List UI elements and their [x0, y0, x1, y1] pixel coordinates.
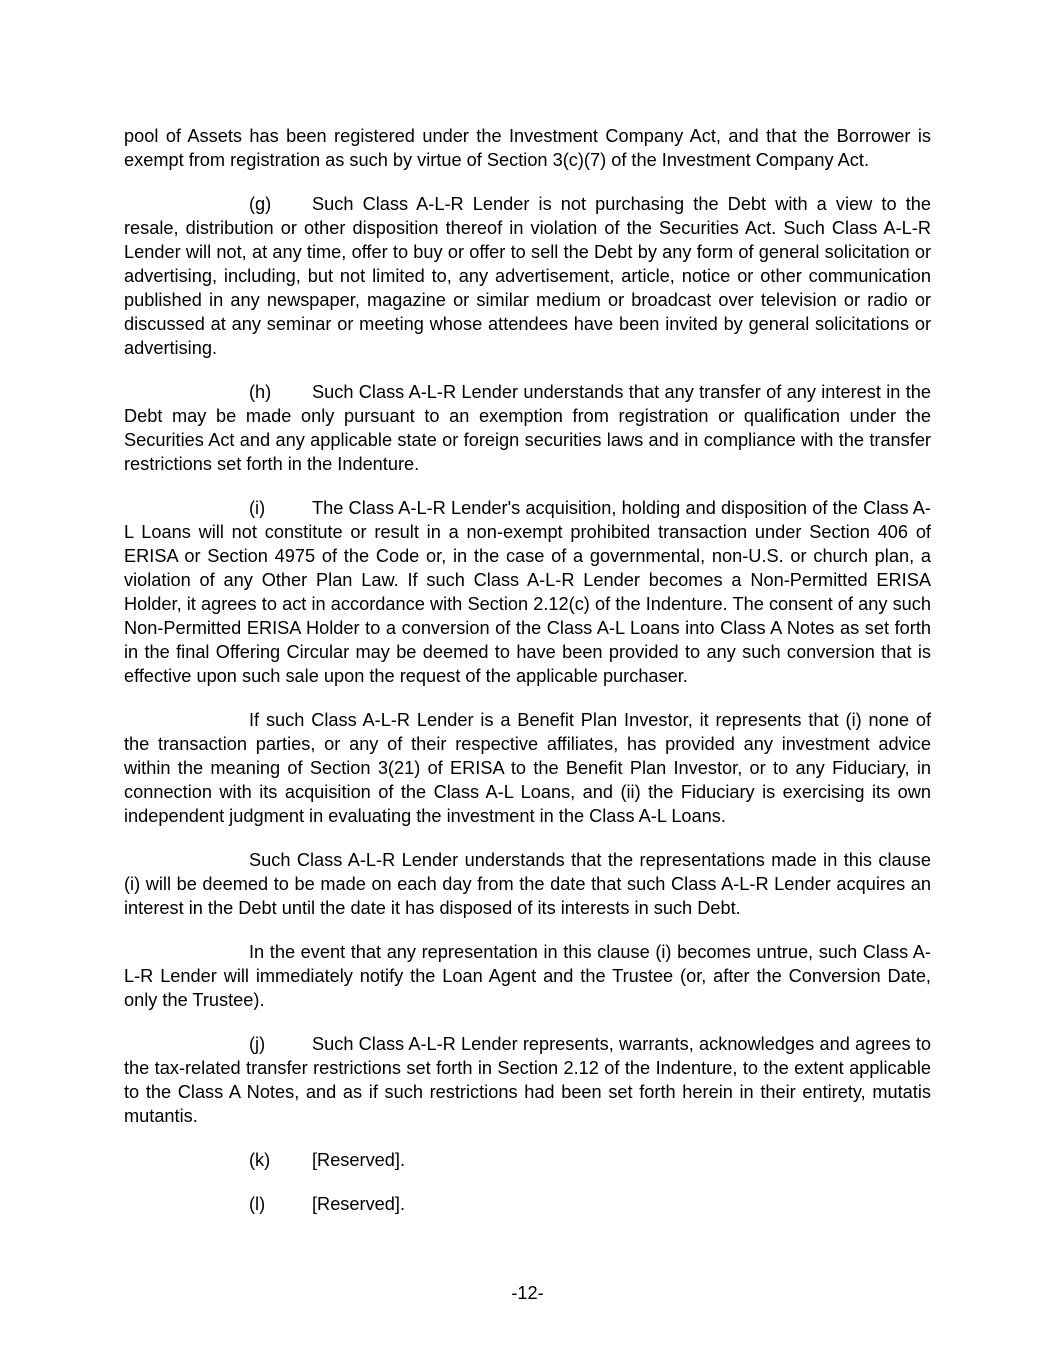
clause-marker: (i): [249, 498, 266, 518]
paragraph-text: In the event that any representation in this clause (i) becomes untrue, such Class A-L-R Lender will immediately notify the Loan Agent and the Trustee (or, after the Conversion Date, only the Trustee).: [124, 942, 931, 1010]
paragraph-text: pool of Assets has been registered under the Investment Company Act, and that the Borrower is exempt from registration as such by virtue of Section 3(c)(7) of the Investment Company Act.: [124, 126, 931, 170]
representations-paragraph: [124, 848, 931, 920]
clause-marker: (l): [249, 1194, 266, 1214]
benefit-plan-paragraph: [124, 708, 931, 828]
paragraph-text: Such Class A-L-R Lender understands that the representations made in this clause (i) will be deemed to be made on each day from the date that such Class A-L-R Lender acquires an interest in the Debt until the date it has disposed of its interests in such Debt.: [124, 850, 931, 918]
clause-k: [124, 1148, 931, 1172]
paragraph-text: If such Class A-L-R Lender is a Benefit Plan Investor, it represents that (i) none of the transaction parties, or any of their respective affiliates, has provided any investment advice within the meaning of Section 3(21) of ERISA to the Benefit Plan Investor, or to any Fiduciary, in connection with its acquisition of the Class A-L Loans, and (ii) the Fiduciary is exercising its own independent judgment in evaluating the investment in the Class A-L Loans.: [124, 710, 931, 826]
clause-marker: (j): [249, 1034, 266, 1054]
clause-marker: (h): [249, 382, 272, 402]
paragraph-continuation: [124, 124, 931, 172]
document-page: [124, 124, 931, 1236]
clause-i: [124, 496, 931, 688]
clause-j: [124, 1032, 931, 1128]
page-number: -12-: [511, 1283, 544, 1303]
untrue-representation-paragraph: [124, 940, 931, 1012]
clause-marker: (g): [249, 194, 272, 214]
paragraph-text: Such Class A-L-R Lender represents, warrants, acknowledges and agrees to the tax-related transfer restrictions set forth in Section 2.12 of the Indenture, to the extent applicable to the Class A Notes, and as if such restrictions had been set forth herein in their entirety, mutatis mutantis.: [124, 1034, 931, 1126]
clause-h: [124, 380, 931, 476]
paragraph-text: Such Class A-L-R Lender understands that any transfer of any interest in the Debt may be made only pursuant to an exemption from registration or qualification under the Securities Act and any applicable state or foreign securities laws and in compliance with the transfer restrictions set forth in the Indenture.: [124, 382, 931, 474]
clause-l: [124, 1192, 931, 1216]
paragraph-text: The Class A-L-R Lender's acquisition, holding and disposition of the Class A-L Loans will not constitute or result in a non-exempt prohibited transaction under Section 406 of ERISA or Section 4975 of the Code or, in the case of a governmental, non-U.S. or church plan, a violation of any Other Plan Law. If such Class A-L-R Lender becomes a Non-Permitted ERISA Holder, it agrees to act in accordance with Section 2.12(c) of the Indenture. The consent of any such Non-Permitted ERISA Holder to a conversion of the Class A-L Loans into Class A Notes as set forth in the final Offering Circular may be deemed to have been provided to any such conversion that is effective upon such sale upon the request of the applicable purchaser.: [124, 498, 931, 686]
paragraph-text: Such Class A-L-R Lender is not purchasing the Debt with a view to the resale, distribution or other disposition thereof in violation of the Securities Act. Such Class A-L-R Lender will not, at any time, offer to buy or offer to sell the Debt by any form of general solicitation or advertising, including, but not limited to, any advertisement, article, notice or other communication published in any newspaper, magazine or similar medium or broadcast over television or radio or discussed at any seminar or meeting whose attendees have been invited by general solicitations or advertising.: [124, 194, 931, 358]
reserved-text: [Reserved].: [312, 1194, 405, 1214]
clause-marker: (k): [249, 1150, 271, 1170]
clause-g: [124, 192, 931, 360]
reserved-text: [Reserved].: [312, 1150, 405, 1170]
